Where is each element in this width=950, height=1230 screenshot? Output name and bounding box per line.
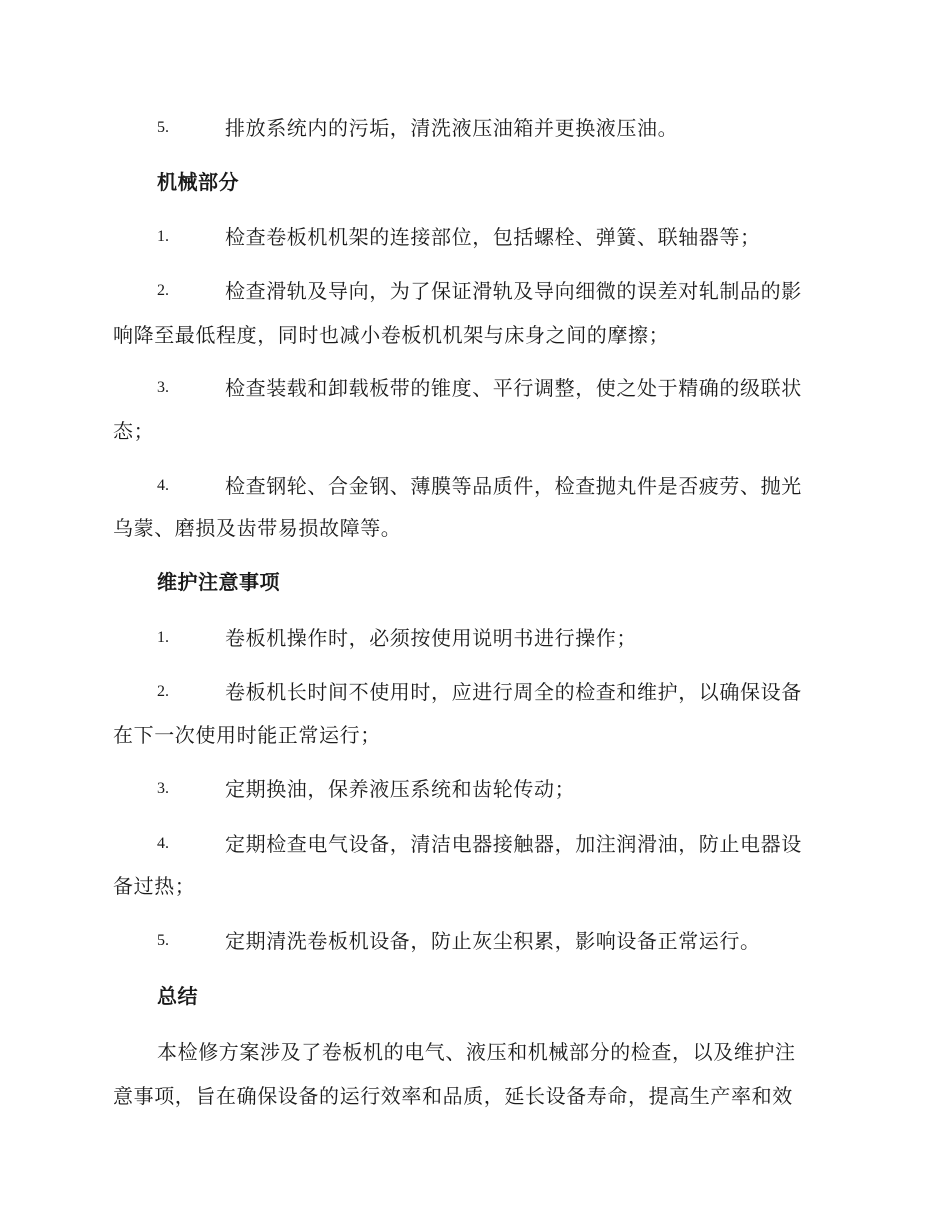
list-number: 5. — [157, 119, 169, 136]
list-item-text: 卷板机长时间不使用时，应进行周全的检查和维护，以确保设备 — [225, 680, 802, 704]
list-item-continuation: 态； — [113, 419, 155, 443]
summary-paragraph-line: 意事项，旨在确保设备的运行效率和品质，延长设备寿命，提高生产率和效 — [113, 1084, 793, 1108]
list-number: 3. — [157, 379, 169, 396]
list-number: 1. — [157, 629, 169, 646]
list-item-text: 检查装载和卸载板带的锥度、平行调整，使之处于精确的级联状 — [225, 376, 802, 400]
list-number: 3. — [157, 780, 169, 797]
list-number: 2. — [157, 282, 169, 299]
section-heading-mechanical: 机械部分 — [157, 170, 239, 194]
list-number: 4. — [157, 477, 169, 494]
list-item-continuation: 乌蒙、磨损及齿带易损故障等。 — [113, 516, 402, 540]
list-number: 2. — [157, 683, 169, 700]
section-heading-maintenance: 维护注意事项 — [157, 570, 280, 594]
list-item-text: 卷板机操作时，必须按使用说明书进行操作； — [225, 626, 637, 650]
list-item-text: 定期换油，保养液压系统和齿轮传动； — [225, 777, 576, 801]
summary-paragraph-line: 本检修方案涉及了卷板机的电气、液压和机械部分的检查，以及维护注 — [157, 1040, 796, 1064]
list-number: 4. — [157, 835, 169, 852]
list-item-continuation: 在下一次使用时能正常运行； — [113, 723, 381, 747]
list-number: 1. — [157, 228, 169, 245]
list-number: 5. — [157, 932, 169, 949]
list-item-text: 排放系统内的污垢，清洗液压油箱并更换液压油。 — [225, 116, 679, 140]
list-item-continuation: 备过热； — [113, 874, 196, 898]
list-item-text: 检查钢轮、合金钢、薄膜等品质件，检查抛丸件是否疲劳、抛光 — [225, 474, 802, 498]
list-item-text: 定期检查电气设备，清洁电器接触器，加注润滑油，防止电器设 — [225, 832, 802, 856]
section-heading-summary: 总结 — [157, 984, 198, 1008]
list-item-text: 检查卷板机机架的连接部位，包括螺栓、弹簧、联轴器等； — [225, 225, 761, 249]
list-item-text: 定期清洗卷板机设备，防止灰尘积累，影响设备正常运行。 — [225, 929, 761, 953]
list-item-text: 检查滑轨及导向，为了保证滑轨及导向细微的误差对轧制品的影 — [225, 279, 802, 303]
list-item-continuation: 响降至最低程度，同时也减小卷板机机架与床身之间的摩擦； — [113, 323, 670, 347]
